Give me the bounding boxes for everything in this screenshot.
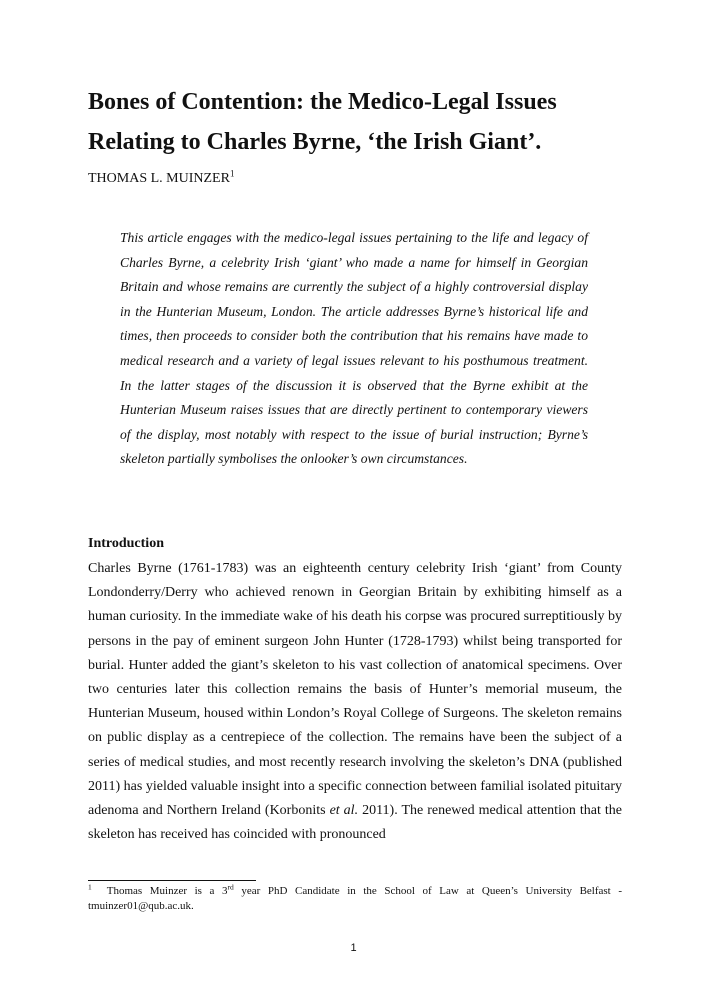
author-footnote-mark[interactable]: 1 [229,168,235,179]
abstract: This article engages with the medico-legal issues pertaining to the life and legacy of Charles Byrne, a celebrity Irish ‘giant’ who made a name for himself in Georgian Britain and whose remains are currently the subject of a highly controversial display in the Hunterian Museum, London. The article addresses Byrne’s historical life and times, then proceeds to consider both the contribution that his remains have made to medical research and a variety of legal issues relevant to his posthumous treatment. In the latter stages of the discussion it is observed that the Byrne exhibit at the Hunterian Museum raises issues that are directly pertinent to contemporary viewers of the display, most notably with respect to the issue of burial instruction; Byrne’s skeleton partially symbolises the onlooker’s own circumstances. [120,230,588,467]
footnote-text-part-2: year PhD Candidate in the School of Law at Queen’s University Belfast - tmuinzer01@qub.ac.uk. [88,885,622,912]
title-line-1: Bones of Contention: the Medico-Legal Issues [88,89,557,115]
introduction-paragraph [88,557,622,847]
footnote-mark: 1 [88,882,92,892]
intro-text-part-1: Charles Byrne (1761-1783) was an eighteenth century celebrity Irish ‘giant’ from County Londonderry/Derry who achieved renown in Georgian Britain by exhibiting himself as a human curiosity. In the immediate wake of his death his corpse was procured surreptitiously by persons in the pay of eminent surgeon John Hunter (1728-1793) whilst being transported for burial. Hunter added the giant’s skeleton to his vast collection of anatomical specimens. Over two centuries later this collection remains the basis of Hunter’s memorial museum, the Hunterian Museum, housed within London’s Royal College of Surgeons. The skeleton remains on public display as a centrepiece of the collection. The remains have been the subject of a series of medical studies, and most recently research involving the skeleton’s DNA (published 2011) has yielded valuable insight into a specific connection between familial isolated pituitary adenoma and Northern Ireland (Korbonits [88,561,622,819]
footnote-text-part-1: Thomas Muinzer is a 3 [106,885,228,897]
intro-et-al: et al. [329,803,359,819]
author-name: THOMAS L. MUINZER [88,171,230,186]
footnote-separator [88,880,256,881]
page-number: 1 [350,942,357,954]
footnote-ordinal-suffix: rd [227,882,234,892]
intro-text-part-2: 2011). The renewed medical attention that the skeleton has received has coincided with pronounced [88,803,623,843]
author-line [88,170,234,188]
footnote [88,884,622,914]
title-line-2: Relating to Charles Byrne, ‘the Irish Giant’. [88,129,542,155]
section-heading-introduction: Introduction [88,536,164,551]
